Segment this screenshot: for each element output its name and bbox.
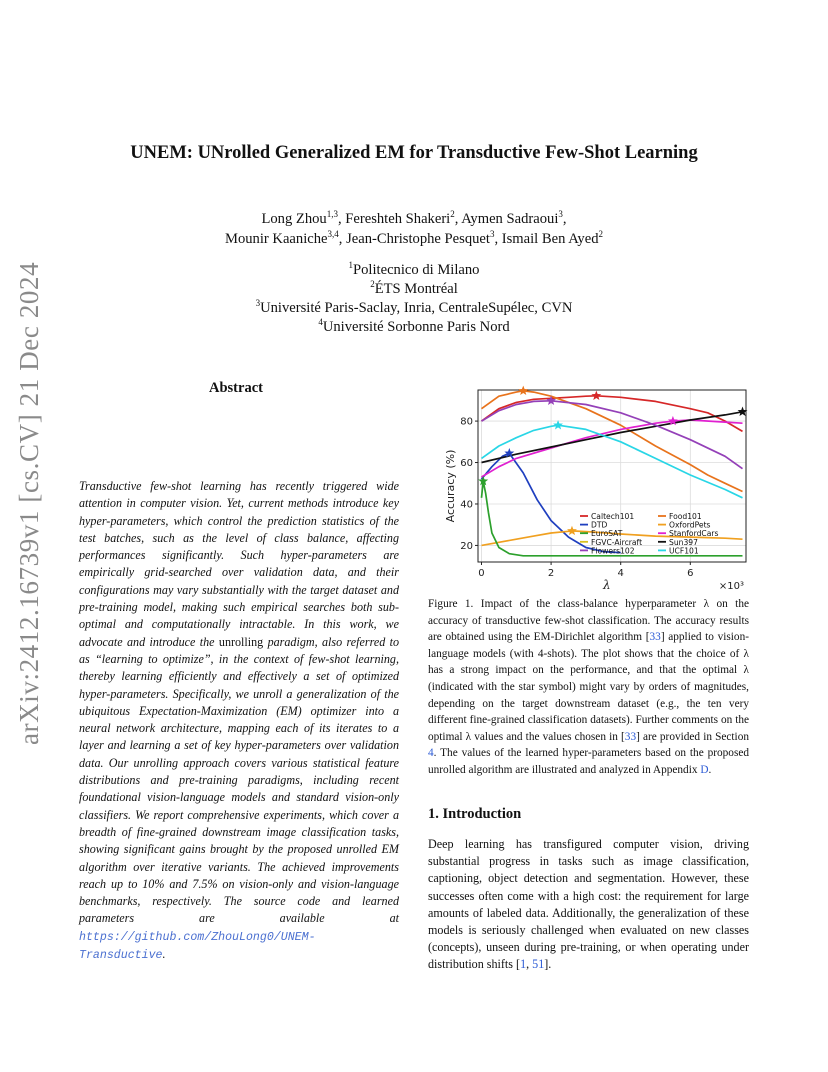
author-separator: ,: [494, 231, 502, 247]
legend-label: Caltech101: [591, 512, 635, 521]
author-separator: ,: [338, 231, 347, 247]
legend-label: StanfordCars: [669, 529, 719, 539]
affiliation: [0, 280, 828, 299]
y-axis-label: Accuracy (%): [444, 449, 457, 523]
author-line-2: [0, 229, 828, 249]
legend-label: Flowers102: [591, 546, 635, 556]
affiliation-name: Université Sorbonne Paris Nord: [322, 319, 510, 335]
author-name: Jean-Christophe Pesquet: [346, 231, 490, 247]
affiliation-mark: 1: [348, 260, 354, 270]
affiliation-name: Politecnico di Milano: [353, 262, 480, 278]
series-line-sun397: [482, 412, 743, 463]
section-link[interactable]: 4: [428, 747, 434, 760]
abstract-body: [79, 478, 399, 964]
y-tick-label: 60: [460, 458, 473, 470]
author-affiliation-mark: 2: [450, 209, 455, 219]
appendix-link[interactable]: D: [700, 763, 709, 776]
x-tick-label: 0: [478, 568, 485, 579]
affiliation-mark: 2: [370, 279, 375, 289]
author-name: Ismail Ben Ayed: [501, 231, 599, 247]
affiliation: [0, 299, 828, 318]
series-line-ucf101: [482, 425, 743, 498]
x-tick-label: 6: [687, 568, 694, 579]
y-tick-label: 40: [460, 499, 473, 511]
legend-label: OxfordPets: [669, 520, 711, 530]
caption-text: Figure 1. Impact of the class-balance hyperparameter λ on the accuracy of transductive few-shot classification. The accuracy results are obtained using the EM-Dirichlet algorithm [: [428, 598, 749, 644]
citation-link[interactable]: 33: [624, 730, 637, 743]
author-affiliation-mark: 3: [489, 229, 495, 239]
citation-link[interactable]: 1: [520, 957, 527, 972]
author-separator: ,: [454, 211, 462, 227]
affiliation-name: ÉTS Montréal: [374, 281, 458, 297]
introduction-heading: 1. Introduction: [428, 806, 522, 822]
author-name: Mounir Kaaniche: [224, 231, 328, 247]
arxiv-identifier: arXiv:2412.16739v1 [cs.CV] 21 Dec 2024: [14, 261, 44, 745]
series-line-food101: [482, 391, 743, 492]
author-affiliation-mark: 1,3: [326, 209, 338, 219]
citation-link[interactable]: 33: [649, 631, 661, 644]
figure-caption: [428, 596, 749, 779]
code-link[interactable]: https://github.com/ZhouLong0/UNEM-Transductive: [79, 930, 316, 963]
y-tick-label: 80: [460, 416, 473, 428]
abstract-text: Transductive few-shot learning has recently triggered wide attention in computer vision. Yet, current methods introduce key hyper-parameters, which control the prediction statistics of the test batches, such as the level of class balance, affecting performances significantly. Such hyper-parameters are empirically grid-searched over validation data, and their configurations may vary substantially with the target dataset and pre-training model, making such empirical searches both sub-optimal and computationally intractable. In this work, we advocate and introduce the: [79, 479, 399, 649]
citation-separator: ,: [526, 957, 533, 972]
y-tick-label: 20: [460, 540, 473, 552]
legend-label: DTD: [591, 520, 608, 530]
legend-label: EuroSAT: [591, 529, 623, 539]
author-list: [0, 209, 828, 249]
affiliation-mark: 4: [318, 317, 323, 327]
introduction-body: [428, 836, 749, 974]
abstract-heading: Abstract: [209, 380, 263, 396]
optimum-star-caltech101: [591, 391, 601, 400]
affiliation-mark: 3: [255, 298, 261, 308]
caption-text: ] applied to vision-language models (with 4-shots). The plot shows that the choice of λ has a strong impact on the performance, and that the optimal λ (indicated with the star symbol) might vary by orders of magnitudes, depending on the target downstream dataset (e.g., the ten very different fine-grained classification datasets). Further comments on the optimal λ values and the values chosen in [: [428, 631, 749, 743]
legend-label: Sun397: [669, 537, 698, 547]
x-axis-multiplier: ×10³: [718, 581, 744, 592]
abstract-end: .: [162, 947, 166, 962]
author-name: Long Zhou: [261, 211, 327, 227]
author-separator: ,: [337, 211, 346, 227]
affiliation-name: Université Paris-Saclay, Inria, CentraleSupélec, CVN: [260, 300, 573, 316]
caption-text: ] are provided in Section: [636, 730, 749, 743]
affiliations: [0, 261, 828, 337]
x-tick-label: 4: [617, 568, 624, 579]
optimum-star-food101: [518, 386, 528, 395]
author-separator: ,: [562, 211, 567, 227]
caption-text: .: [708, 763, 712, 776]
figure-1-chart: [428, 384, 754, 592]
paper-title: UNEM: UNrolled Generalized EM for Transductive Few-Shot Learning: [130, 143, 698, 163]
author-name: Fereshteh Shakeri: [345, 211, 451, 227]
author-affiliation-mark: 3: [558, 209, 563, 219]
legend-label: Food101: [669, 512, 702, 521]
legend-label: UCF101: [669, 546, 699, 556]
caption-text: . The values of the learned hyper-parameters based on the proposed unrolled algorithm are illustrated and analyzed in Appendix: [428, 747, 749, 776]
author-affiliation-mark: 2: [598, 229, 603, 239]
author-affiliation-mark: 3,4: [327, 229, 339, 239]
affiliation: [0, 318, 828, 337]
citation-link[interactable]: 51: [532, 957, 545, 972]
x-tick-label: 2: [547, 568, 555, 579]
author-name: Aymen Sadraoui: [461, 211, 559, 227]
optimum-star-oxfordpets: [567, 526, 577, 535]
abstract-emphasis: unrolling: [218, 634, 264, 649]
series-line-caltech101: [482, 396, 743, 432]
x-axis-label: λ: [602, 578, 611, 592]
abstract-text-cont: paradigm, also referred to as “learning to optimize”, in the context of few-shot learning, thereby learning efficiently and effectively a set of optimized hyper-parameters. Specifically, we unroll a generalization of the ubiquitous Expectation-Maximization (EM) optimizer into a neural network architecture, mapping each of its iterates to a layer and learning a set of key hyper-parameters over validation data. Our unrolling approach covers various statistical feature distributions and pre-training paradigms, including recent foundational vision-language models and standard vision-only classifiers. We report comprehensive experiments, which cover a breadth of fine-grained downstream image classification tasks, showing significant gains brought by the proposed unrolled EM algorithm over iterative variants. The achieved improvements reach up to 10% and 7.5% on vision-only and vision-language benchmarks, respectively. The source code and learned parameters are available at: [79, 634, 400, 926]
author-line-1: [0, 209, 828, 229]
affiliation: [0, 261, 828, 280]
accuracy-vs-lambda-plot: [428, 384, 754, 592]
intro-text: Deep learning has transfigured computer vision, driving substantial progress in tasks such as image classification, captioning, object detection and segmentation. However, these successes often come with a high cost: the requirement for large amounts of labeled data. Additionally, the generalization of these models is seriously challenged when evaluated on new classes (concepts), unseen during pre-training, or when operating under distribution shifts [: [428, 837, 749, 972]
legend-label: FGVC-Aircraft: [591, 537, 643, 547]
intro-text: ].: [544, 957, 552, 972]
